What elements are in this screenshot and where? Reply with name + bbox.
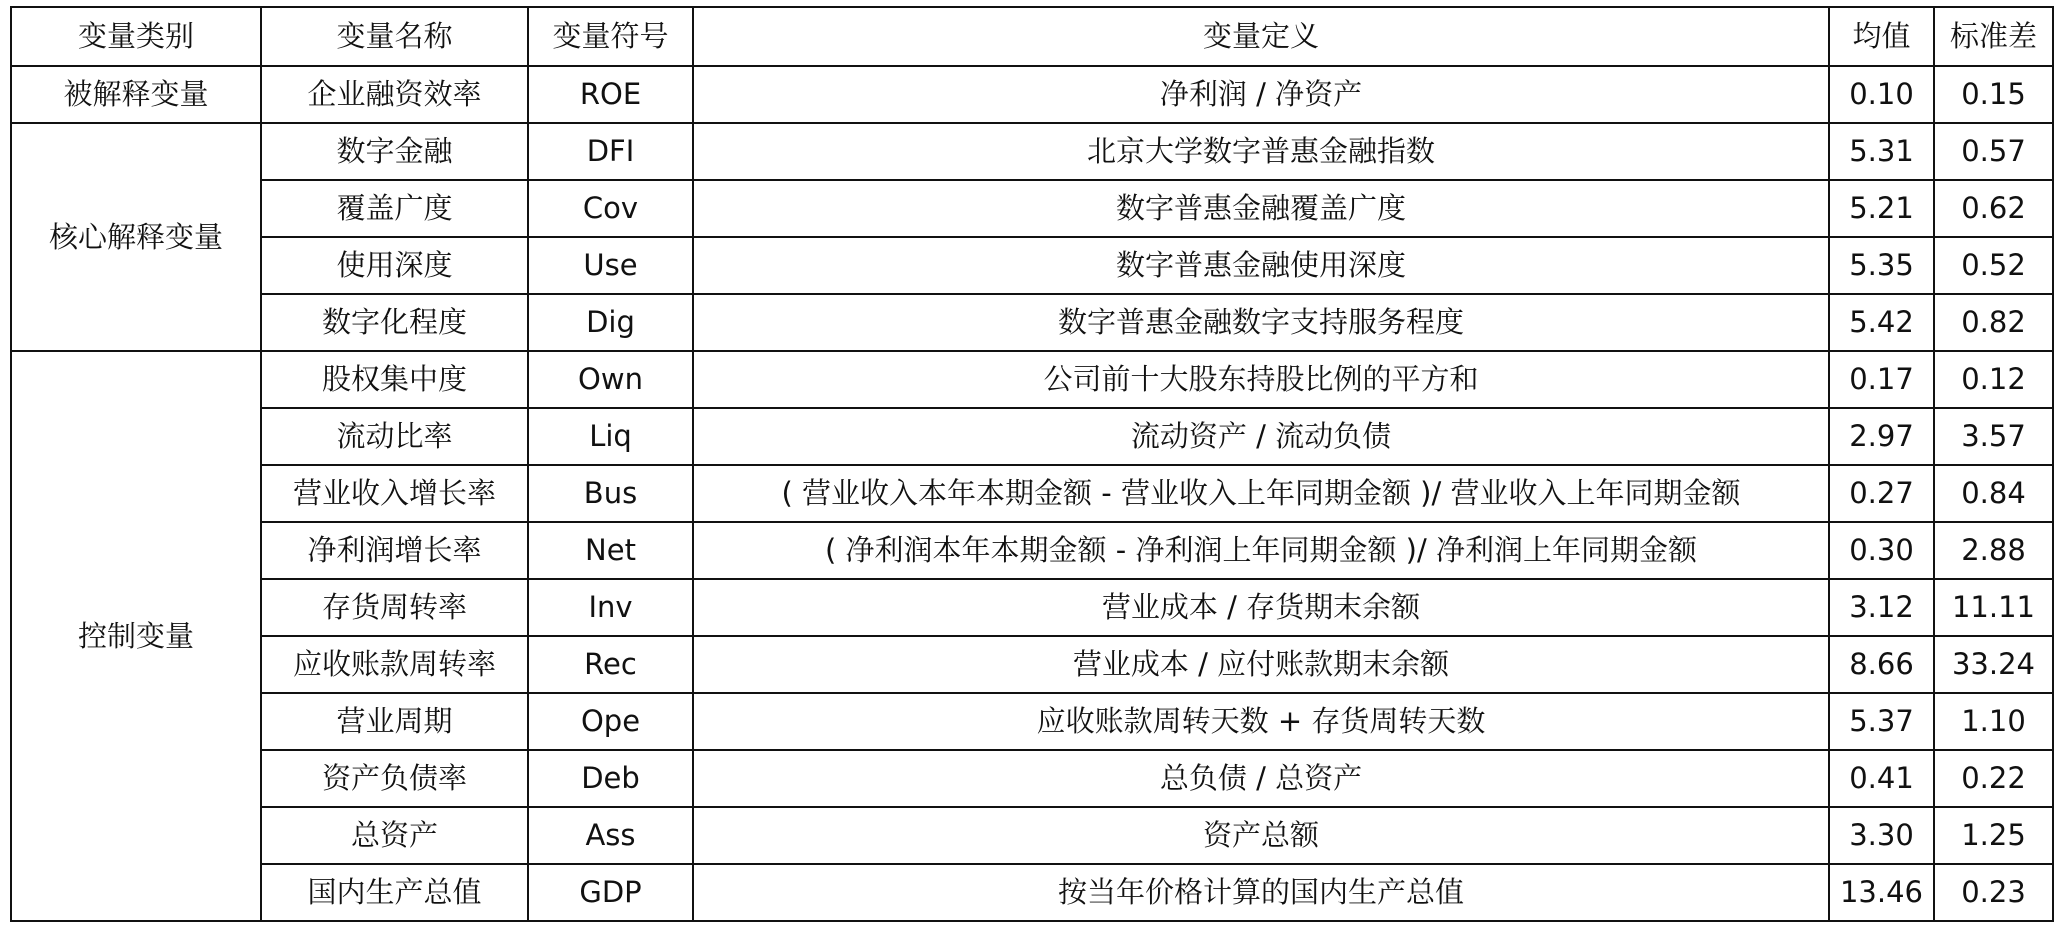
variable-definition: ( 营业收入本年本期金额 - 营业收入上年同期金额 )/ 营业收入上年同期金额 bbox=[693, 465, 1829, 522]
variable-mean: 3.12 bbox=[1829, 579, 1934, 636]
variable-symbol: Rec bbox=[528, 636, 693, 693]
variable-mean: 5.42 bbox=[1829, 294, 1934, 351]
header-mean: 均值 bbox=[1829, 7, 1934, 66]
variable-mean: 0.30 bbox=[1829, 522, 1934, 579]
table-row bbox=[11, 807, 2053, 864]
variable-definition: 资产总额 bbox=[693, 807, 1829, 864]
variable-name: 覆盖广度 bbox=[261, 180, 528, 237]
variable-definition: 数字普惠金融数字支持服务程度 bbox=[693, 294, 1829, 351]
variable-std: 33.24 bbox=[1934, 636, 2053, 693]
variable-mean: 5.21 bbox=[1829, 180, 1934, 237]
variable-definition: 北京大学数字普惠金融指数 bbox=[693, 123, 1829, 180]
variable-symbol: Net bbox=[528, 522, 693, 579]
variable-definition: 流动资产 / 流动负债 bbox=[693, 408, 1829, 465]
variable-name: 存货周转率 bbox=[261, 579, 528, 636]
variable-definition: 营业成本 / 存货期末余额 bbox=[693, 579, 1829, 636]
variable-name: 总资产 bbox=[261, 807, 528, 864]
variable-definition: 按当年价格计算的国内生产总值 bbox=[693, 864, 1829, 921]
table-row bbox=[11, 465, 2053, 522]
variable-mean: 5.37 bbox=[1829, 693, 1934, 750]
variable-symbol: Bus bbox=[528, 465, 693, 522]
variable-symbol: Ope bbox=[528, 693, 693, 750]
variable-mean: 5.31 bbox=[1829, 123, 1934, 180]
variable-mean: 0.41 bbox=[1829, 750, 1934, 807]
variable-name: 数字金融 bbox=[261, 123, 528, 180]
table-row bbox=[11, 180, 2053, 237]
variable-std: 1.25 bbox=[1934, 807, 2053, 864]
variable-std: 2.88 bbox=[1934, 522, 2053, 579]
variable-std: 11.11 bbox=[1934, 579, 2053, 636]
table-row bbox=[11, 579, 2053, 636]
variables-table bbox=[10, 6, 2054, 922]
variable-std: 1.10 bbox=[1934, 693, 2053, 750]
variable-definition: 应收账款周转天数 + 存货周转天数 bbox=[693, 693, 1829, 750]
header-definition: 变量定义 bbox=[693, 7, 1829, 66]
variable-name: 营业收入增长率 bbox=[261, 465, 528, 522]
variable-definition: ( 净利润本年本期金额 - 净利润上年同期金额 )/ 净利润上年同期金额 bbox=[693, 522, 1829, 579]
variable-name: 应收账款周转率 bbox=[261, 636, 528, 693]
variable-std: 3.57 bbox=[1934, 408, 2053, 465]
header-name: 变量名称 bbox=[261, 7, 528, 66]
variable-std: 0.22 bbox=[1934, 750, 2053, 807]
variable-definition: 营业成本 / 应付账款期末余额 bbox=[693, 636, 1829, 693]
table-row bbox=[11, 408, 2053, 465]
table-body bbox=[11, 66, 2053, 921]
variable-name: 国内生产总值 bbox=[261, 864, 528, 921]
variable-symbol: DFI bbox=[528, 123, 693, 180]
variable-definition: 公司前十大股东持股比例的平方和 bbox=[693, 351, 1829, 408]
variable-std: 0.52 bbox=[1934, 237, 2053, 294]
variable-symbol: Liq bbox=[528, 408, 693, 465]
table-row bbox=[11, 750, 2053, 807]
table-row bbox=[11, 522, 2053, 579]
variable-symbol: Inv bbox=[528, 579, 693, 636]
variable-std: 0.23 bbox=[1934, 864, 2053, 921]
category-cell: 核心解释变量 bbox=[11, 123, 261, 351]
variable-mean: 2.97 bbox=[1829, 408, 1934, 465]
header-symbol: 变量符号 bbox=[528, 7, 693, 66]
table-row bbox=[11, 66, 2053, 123]
table-row bbox=[11, 864, 2053, 921]
variable-definition: 总负债 / 总资产 bbox=[693, 750, 1829, 807]
variable-std: 0.12 bbox=[1934, 351, 2053, 408]
variable-mean: 0.17 bbox=[1829, 351, 1934, 408]
variable-symbol: Ass bbox=[528, 807, 693, 864]
variable-symbol: Dig bbox=[528, 294, 693, 351]
category-cell: 控制变量 bbox=[11, 351, 261, 921]
variable-name: 流动比率 bbox=[261, 408, 528, 465]
table-row bbox=[11, 693, 2053, 750]
variable-symbol: Deb bbox=[528, 750, 693, 807]
variable-name: 数字化程度 bbox=[261, 294, 528, 351]
variable-definition: 净利润 / 净资产 bbox=[693, 66, 1829, 123]
table-row bbox=[11, 123, 2053, 180]
variable-mean: 8.66 bbox=[1829, 636, 1934, 693]
header-row bbox=[11, 7, 2053, 66]
variable-symbol: Use bbox=[528, 237, 693, 294]
variable-mean: 3.30 bbox=[1829, 807, 1934, 864]
variable-mean: 0.10 bbox=[1829, 66, 1934, 123]
variable-name: 净利润增长率 bbox=[261, 522, 528, 579]
variable-name: 企业融资效率 bbox=[261, 66, 528, 123]
variable-symbol: GDP bbox=[528, 864, 693, 921]
variable-definition: 数字普惠金融使用深度 bbox=[693, 237, 1829, 294]
variable-definition: 数字普惠金融覆盖广度 bbox=[693, 180, 1829, 237]
table-row bbox=[11, 636, 2053, 693]
table-row bbox=[11, 237, 2053, 294]
variable-mean: 13.46 bbox=[1829, 864, 1934, 921]
variable-std: 0.62 bbox=[1934, 180, 2053, 237]
variable-std: 0.57 bbox=[1934, 123, 2053, 180]
category-cell: 被解释变量 bbox=[11, 66, 261, 123]
variable-symbol: ROE bbox=[528, 66, 693, 123]
variable-symbol: Cov bbox=[528, 180, 693, 237]
variable-mean: 5.35 bbox=[1829, 237, 1934, 294]
variable-mean: 0.27 bbox=[1829, 465, 1934, 522]
table-header bbox=[11, 7, 2053, 66]
variable-std: 0.82 bbox=[1934, 294, 2053, 351]
variable-symbol: Own bbox=[528, 351, 693, 408]
variable-name: 使用深度 bbox=[261, 237, 528, 294]
variable-std: 0.84 bbox=[1934, 465, 2053, 522]
variable-name: 股权集中度 bbox=[261, 351, 528, 408]
variable-name: 营业周期 bbox=[261, 693, 528, 750]
table-row bbox=[11, 351, 2053, 408]
header-std: 标准差 bbox=[1934, 7, 2053, 66]
header-category: 变量类别 bbox=[11, 7, 261, 66]
table-row bbox=[11, 294, 2053, 351]
variable-name: 资产负债率 bbox=[261, 750, 528, 807]
variable-std: 0.15 bbox=[1934, 66, 2053, 123]
